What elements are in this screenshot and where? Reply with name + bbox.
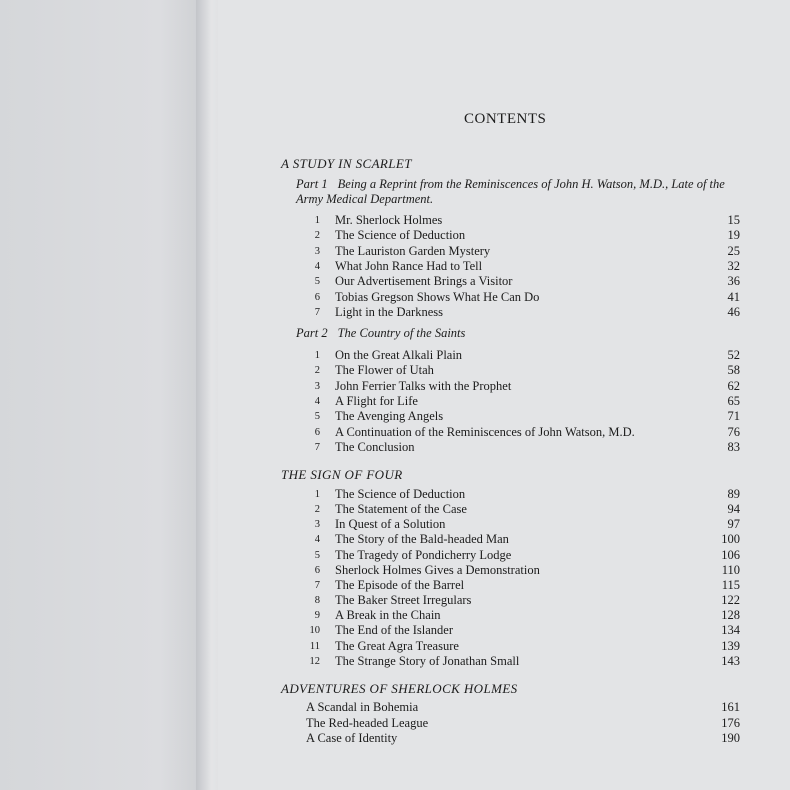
- chapter-number: 7: [314, 441, 320, 453]
- entry-title: In Quest of a Solution: [335, 517, 446, 532]
- page-number: 110: [721, 562, 740, 577]
- entry-title: The Science of Deduction: [335, 228, 466, 243]
- chapter-number: 12: [309, 655, 320, 667]
- page-number: 32: [727, 258, 740, 273]
- page-number: 58: [727, 363, 740, 378]
- page-number: 176: [721, 715, 740, 730]
- chapter-number: 3: [314, 519, 320, 531]
- chapter-number: 6: [314, 291, 320, 303]
- entry-title: The Episode of the Barrel: [335, 577, 465, 592]
- chapter-number: 1: [314, 350, 320, 361]
- entry-title: The Strange Story of Jonathan Small: [335, 653, 520, 668]
- page-number: 41: [727, 289, 740, 304]
- entry-title: Mr. Sherlock Holmes: [335, 213, 443, 227]
- entry-title: The Flower of Utah: [335, 363, 434, 378]
- entry-title: The Great Agra Treasure: [335, 638, 459, 653]
- page-number: 94: [727, 502, 740, 517]
- page-number: 65: [727, 393, 740, 408]
- chapter-number: 5: [314, 276, 320, 288]
- chapter-number: 3: [314, 245, 320, 257]
- entry-title: Light in the Darkness: [335, 304, 443, 319]
- entry-title: The Red-headed League: [306, 715, 429, 730]
- chapter-number: 2: [314, 230, 320, 242]
- page-number: 83: [727, 439, 740, 454]
- part-title: Being a Reprint from the Reminiscences of John H. Watson, M.D., Late of the Army Medical Department.: [296, 177, 725, 206]
- entry-title: A Flight for Life: [335, 393, 418, 408]
- entry-title: A Break in the Chain: [335, 608, 441, 623]
- entry-title: The Tragedy of Pondicherry Lodge: [335, 547, 512, 562]
- entry-title: The Statement of the Case: [335, 502, 467, 517]
- entry-title: The Lauriston Garden Mystery: [335, 243, 491, 258]
- page-number: 97: [727, 517, 740, 532]
- chapter-number: 6: [314, 426, 320, 438]
- chapter-number: 2: [314, 365, 320, 377]
- page-number: 36: [727, 274, 740, 289]
- page-number: 100: [721, 532, 740, 547]
- entry-title: The Conclusion: [335, 439, 415, 454]
- chapter-number: 7: [314, 306, 320, 318]
- page-number: 128: [721, 608, 740, 623]
- part-title: The Country of the Saints: [337, 326, 466, 340]
- chapter-number: 2: [314, 504, 320, 516]
- chapter-number: 11: [309, 640, 320, 652]
- page-number: 134: [721, 623, 740, 638]
- chapter-number: 7: [314, 579, 320, 591]
- page-number: 25: [727, 243, 740, 258]
- entry-title: A Case of Identity: [306, 731, 398, 745]
- page-number: 122: [721, 593, 740, 608]
- section-title-adventures: ADVENTURES OF SHERLOCK HOLMES: [281, 681, 518, 696]
- page-number: 190: [721, 731, 740, 745]
- entry-title: The End of the Islander: [335, 623, 454, 638]
- entry-title: A Continuation of the Reminiscences of John Watson, M.D.: [335, 424, 635, 439]
- chapter-number: 9: [314, 610, 320, 622]
- entry-title: The Science of Deduction: [335, 487, 466, 501]
- entry-title: Sherlock Holmes Gives a Demonstration: [335, 562, 540, 577]
- entry-title: The Story of the Bald-headed Man: [335, 532, 509, 547]
- part-heading: [296, 326, 741, 341]
- chapter-number: 4: [314, 260, 320, 272]
- chapter-number: 4: [314, 534, 320, 546]
- left-page: [0, 0, 200, 790]
- part-heading: [296, 177, 741, 207]
- page-number: 15: [727, 213, 740, 227]
- entry-title: On the Great Alkali Plain: [335, 348, 463, 362]
- page-number: 139: [721, 638, 740, 653]
- chapter-number: 5: [314, 549, 320, 561]
- page-number: 161: [721, 700, 740, 714]
- section-title-study-in-scarlet: A STUDY IN SCARLET: [281, 156, 412, 171]
- chapter-number: 3: [314, 380, 320, 392]
- entry-title: Our Advertisement Brings a Visitor: [335, 274, 513, 289]
- part-label: Part 1: [296, 177, 328, 191]
- chapter-number: 6: [314, 564, 320, 576]
- entry-title: What John Rance Had to Tell: [335, 258, 483, 273]
- entry-title: The Baker Street Irregulars: [335, 593, 472, 608]
- page-number: 46: [727, 304, 740, 319]
- chapter-number: 10: [309, 625, 320, 637]
- chapter-number: 4: [314, 395, 320, 407]
- entry-title: John Ferrier Talks with the Prophet: [335, 378, 512, 393]
- page-number: 115: [721, 577, 740, 592]
- part-label: Part 2: [296, 326, 328, 340]
- page-number: 52: [727, 348, 740, 362]
- page-number: 106: [721, 547, 740, 562]
- page-number: 71: [727, 409, 740, 424]
- chapter-number: 1: [314, 215, 320, 226]
- chapter-number: 5: [314, 411, 320, 423]
- page-number: 76: [727, 424, 740, 439]
- section-title-sign-of-four: THE SIGN OF FOUR: [281, 467, 403, 482]
- page-number: 143: [721, 653, 740, 668]
- chapter-number: 8: [314, 595, 320, 607]
- page-number: 89: [727, 487, 740, 501]
- entry-title: Tobias Gregson Shows What He Can Do: [335, 289, 540, 304]
- entry-title: A Scandal in Bohemia: [306, 700, 419, 714]
- entry-title: The Avenging Angels: [335, 409, 444, 424]
- page-title: CONTENTS: [464, 111, 547, 127]
- page-number: 19: [727, 228, 740, 243]
- chapter-number: 1: [314, 489, 320, 500]
- page-number: 62: [727, 378, 740, 393]
